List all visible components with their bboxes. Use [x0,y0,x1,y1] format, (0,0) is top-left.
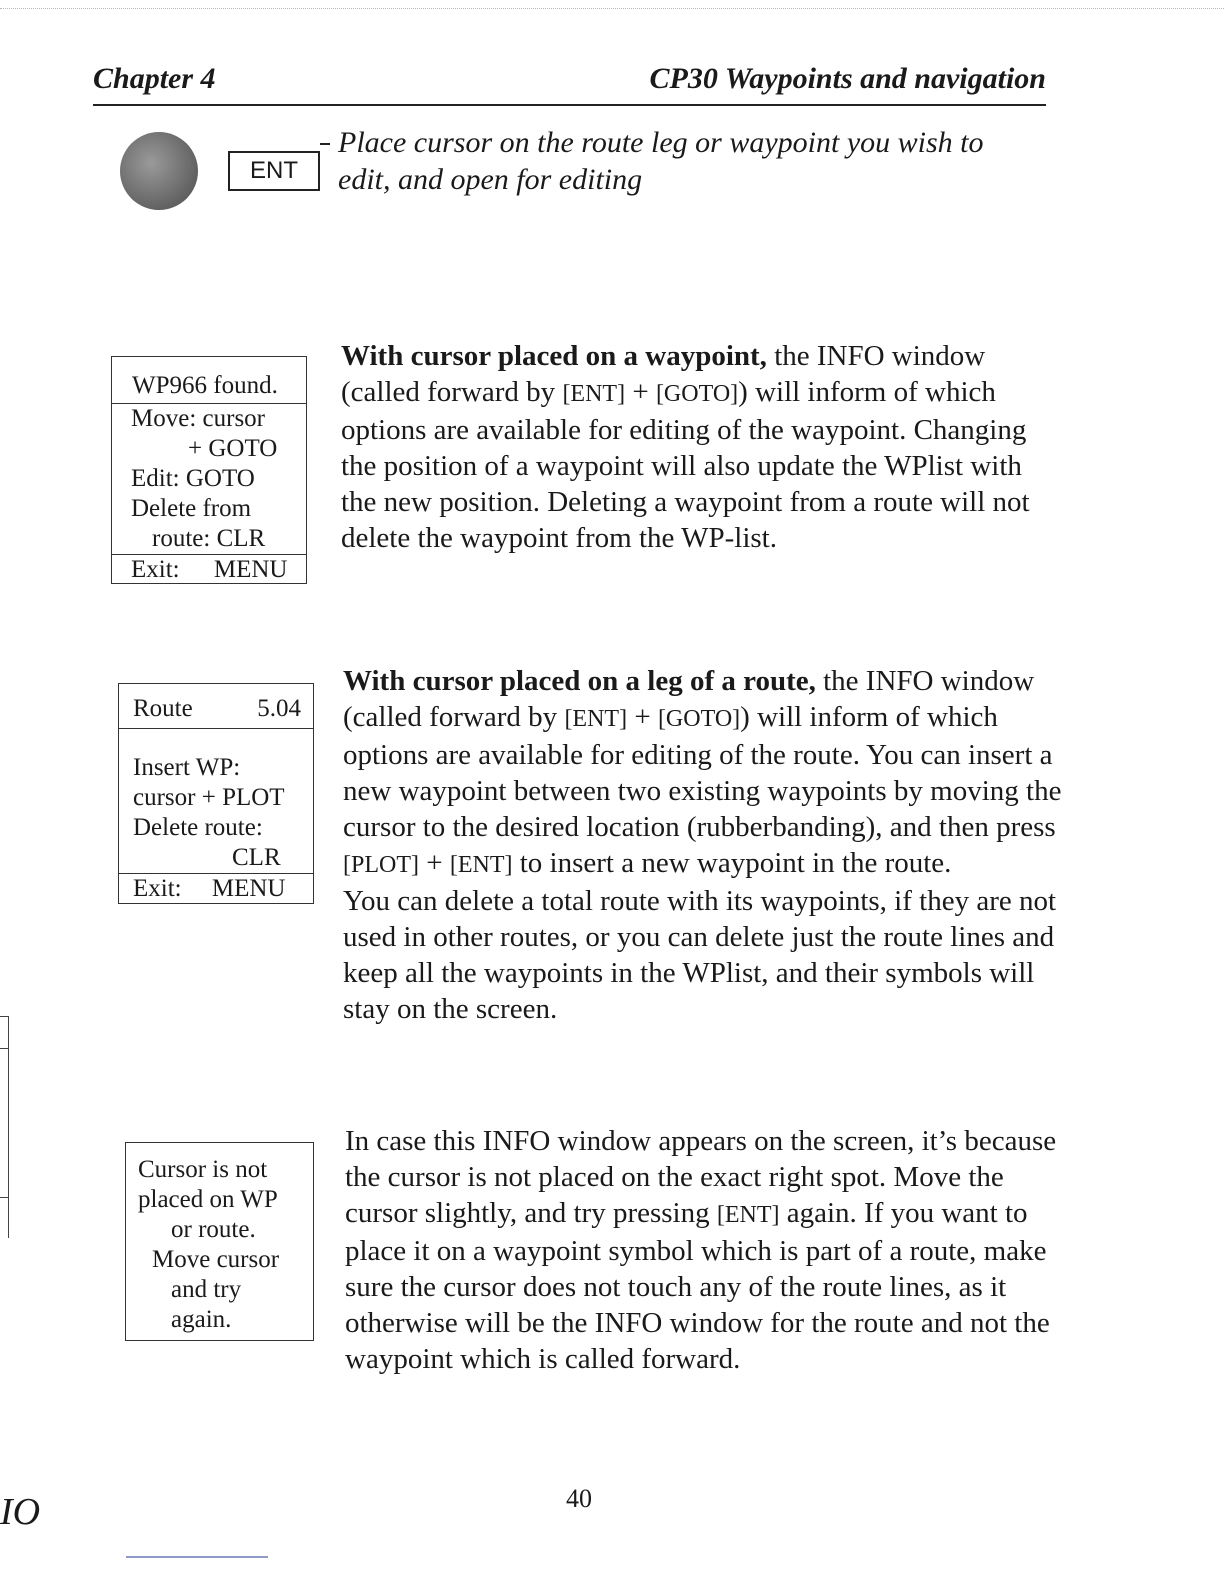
exit-key: MENU [211,875,286,902]
not-found-line: and try [171,1276,242,1303]
waypoint-box-line: Move: cursor [131,405,265,432]
waypoint-box-title: WP966 found. [132,372,278,399]
waypoint-box-line: Delete from [131,495,252,522]
text: the INFO window (called forward by [343,665,1035,733]
text: to insert a new waypoint in the route. [512,847,952,879]
ent-key-icon: ENT [228,151,320,191]
text: ) will inform of which options are available for editing of the route. You can insert a new waypoint between two existing waypoints by moving the cursor to the desired location (rubberbanding), and then press [343,701,1062,843]
not-found-line: Cursor is not [138,1156,268,1183]
route-info-window [118,683,314,904]
waypoint-info-window [111,356,307,584]
route-box-line: Delete route: [133,814,263,841]
waypoint-paragraph [341,338,1061,556]
intro-line-2: edit, and open for editing [338,163,643,196]
edge-glyph: IO [0,1491,41,1533]
exit-label: Exit: [133,875,182,902]
key-reference: [PLOT] [343,852,419,878]
text: again. If you want to place it on a waypoint symbol which is part of a route, make sure the cursor does not touch any of the route lines, as it otherwise will be the INFO window for the route and not the waypoint which is called forward. [345,1197,1050,1375]
route-box-line: cursor + PLOT [133,784,285,811]
text: ) will inform of which options are available for editing of the waypoint. Changing the position of a waypoint will also update the WPlist with the new position. Deleting a waypoint from a route will not delete the waypoint from the WP-list. [341,376,1030,554]
key-reference: [GOTO] [657,706,741,732]
bottom-mark [126,1556,268,1558]
text: + [418,847,450,879]
route-box-value: 5.04 [257,695,301,722]
route-paragraph [343,663,1063,1027]
key-reference: [ENT] [562,381,626,407]
text: + [625,376,656,408]
not-found-info-window [125,1142,314,1341]
exit-key: MENU [213,556,288,583]
not-found-line: placed on WP [138,1186,278,1213]
waypoint-box-line: + GOTO [188,435,278,462]
chapter-label: Chapter 4 [93,62,216,95]
intro-line-1: Place cursor on the route leg or waypoint you wish to [338,126,984,159]
key-reference: [GOTO] [655,381,739,407]
route-box-line: Insert WP: [133,754,241,781]
key-reference: [ENT] [564,706,628,732]
text: In case this INFO window appears on the screen, it’s because the cursor is not placed on the exact right spot. Move the cursor slightly, and try pressing [345,1125,1057,1229]
not-found-paragraph [345,1123,1060,1377]
text: + [627,701,658,733]
scan-top-edge [0,8,1224,9]
key-tick [320,143,330,145]
edge-artifact [8,1016,9,1238]
route-box-exit [119,874,313,904]
route-paragraph-lead: With cursor placed on a leg of a route, [343,665,816,697]
header-rule [93,104,1046,106]
route-box-header [119,684,313,724]
section-title: CP30 Waypoints and navigation [649,62,1046,95]
not-found-line: Move cursor [152,1246,280,1273]
text: You can delete a total route with its waypoints, if they are not used in other routes, or you can delete just the route lines and keep all the waypoints in the WPlist, and their symbols will stay on the screen. [343,885,1057,1025]
text: the INFO window (called forward by [341,340,986,408]
exit-label: Exit: [131,556,180,583]
not-found-line: again. [171,1306,232,1333]
route-box-line: CLR [232,844,281,871]
waypoint-box-exit [112,555,306,585]
route-box-title: Route [133,695,193,722]
waypoint-box-line: Edit: GOTO [131,465,255,492]
key-reference: [ENT] [716,1202,780,1228]
rotary-knob-icon [120,132,198,210]
intro-instruction [338,124,1058,198]
key-reference: [ENT] [449,852,513,878]
waypoint-box-line: route: CLR [152,525,266,552]
page-number: 40 [566,1484,592,1513]
waypoint-paragraph-lead: With cursor placed on a waypoint, [341,340,767,372]
not-found-line: or route. [171,1216,256,1243]
